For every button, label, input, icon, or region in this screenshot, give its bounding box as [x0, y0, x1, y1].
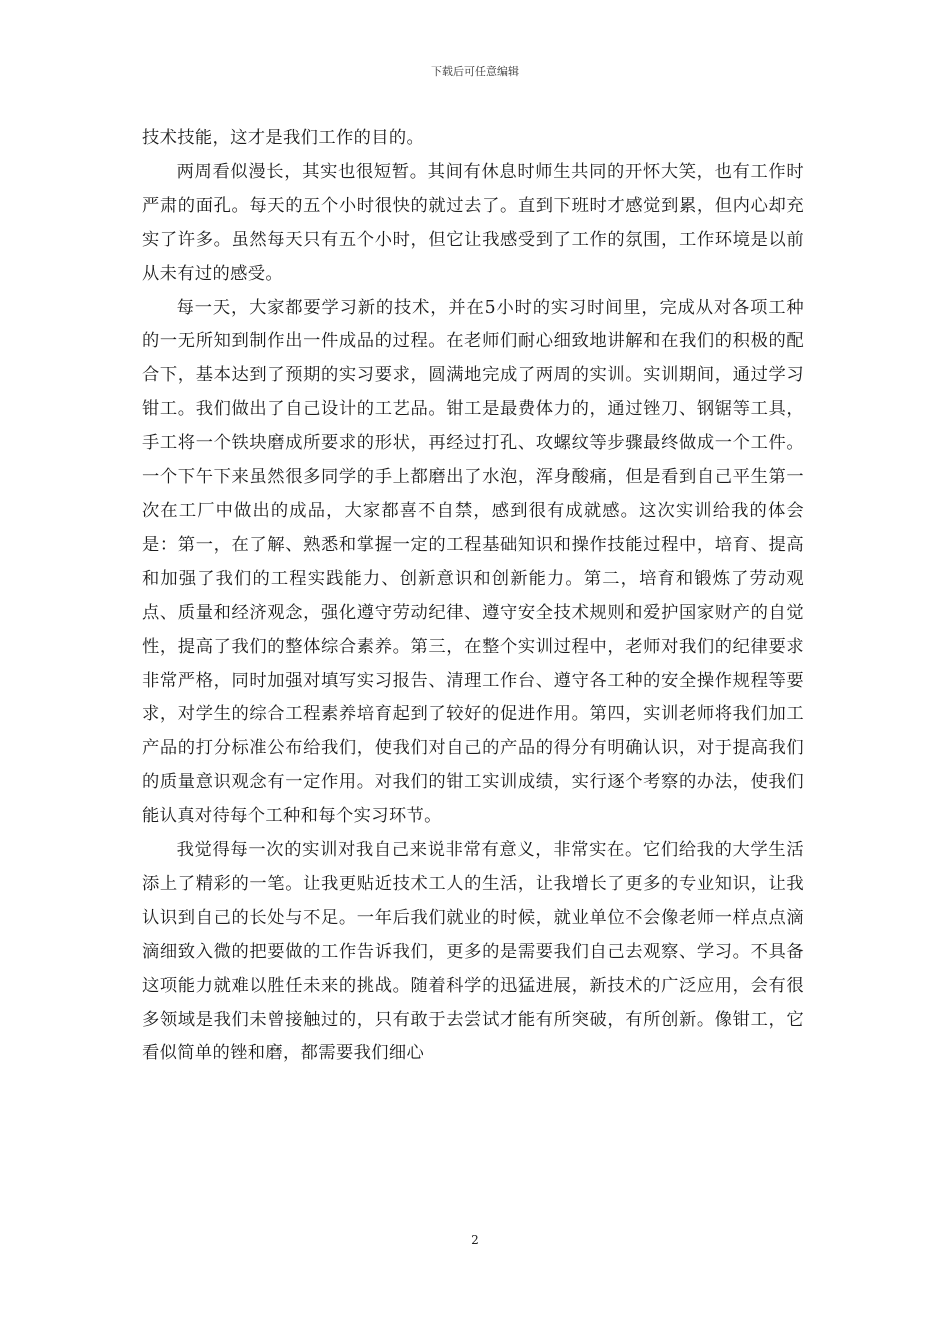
- page-header: 下载后可任意编辑: [431, 65, 519, 78]
- paragraph: 每一天，大家都要学习新的技术，并在5小时的实习时间里，完成从对各项工种的一无所知到制作出一件成品的过程。在老师们耐心细致地讲解和在我们的积极的配合下，基本达到了预期的实习要求，圆满地完成了两周的实训。实训期间，通过学习钳工。我们做出了自己设计的工艺品。钳工是最费体力的，通过锉刀、钢锯等工具，手工将一个铁块磨成所要求的形状，再经过打孔、攻螺纹等步骤最终做成一个工件。一个下午下来虽然很多同学的手上都磨出了水泡，浑身酸痛，但是看到自己平生第一次在工厂中做出的成品，大家都喜不自禁，感到很有成就感。这次实训给我的体会是：第一，在了解、熟悉和掌握一定的工程基础知识和操作技能过程中，培育、提高和加强了我们的工程实践能力、创新意识和创新能力。第二，培育和锻炼了劳动观点、质量和经济观念，强化遵守劳动纪律、遵守安全技术规则和爱护国家财产的自觉性，提高了我们的整体综合素养。第三，在整个实训过程中，老师对我们的纪律要求非常严格，同时加强对填写实习报告、清理工作台、遵守各工种的安全操作规程等要求，对学生的综合工程素养培育起到了较好的促进作用。第四，实训老师将我们加工产品的打分标准公布给我们，使我们对自己的产品的得分有明确认识，对于提高我们的质量意识观念有一定作用。对我们的钳工实训成绩，实行逐个考察的办法，使我们能认真对待每个工种和每个实习环节。: [142, 297, 804, 827]
- paragraph-continuation: 技术技能，这才是我们工作的目的。: [142, 128, 425, 148]
- document-body: [142, 122, 804, 1071]
- paragraph: 两周看似漫长，其实也很短暂。其间有休息时师生共同的开怀大笑，也有工作时严肃的面孔。每天的五个小时很快的就过去了。直到下班时才感觉到累，但内心却充实了许多。虽然每天只有五个小时，但它让我感受到了工作的氛围，工作环境是以前从未有过的感受。: [142, 161, 804, 284]
- page-number: 2: [471, 1233, 479, 1247]
- paragraph: 我觉得每一次的实训对我自己来说非常有意义，非常实在。它们给我的大学生活添上了精彩的一笔。让我更贴近技术工人的生活，让我增长了更多的专业知识，让我认识到自己的长处与不足。一年后我们就业的时候，就业单位不会像老师一样点点滴滴细致入微的把要做的工作告诉我们，更多的是需要我们自己去观察、学习。不具备这项能力就难以胜任未来的挑战。随着科学的迅猛进展，新技术的广泛应用，会有很多领域是我们未曾接触过的，只有敢于去尝试才能有所突破，有所创新。像钳工，它看似简单的锉和磨，都需要我们细心: [142, 840, 804, 1064]
